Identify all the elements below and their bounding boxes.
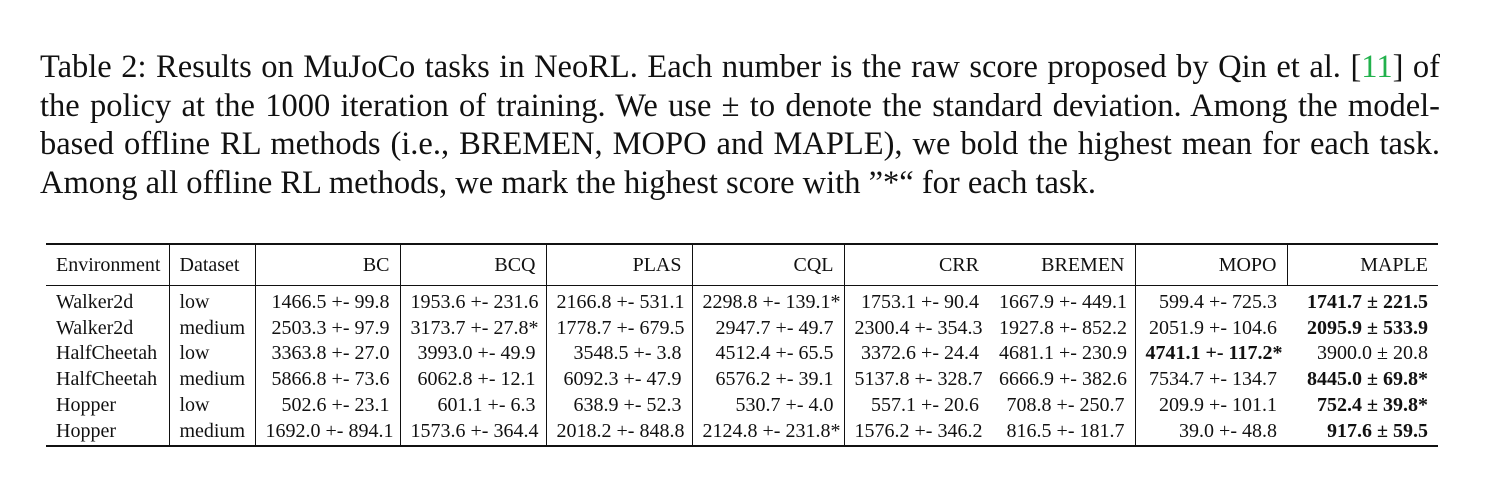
header-row xyxy=(46,244,1438,286)
cell-bcq: 601.1 +- 6.3 xyxy=(400,393,546,419)
cell-environment: HalfCheetah xyxy=(46,341,169,367)
cell-environment: Hopper xyxy=(46,393,169,419)
cell-crr: 1576.2 +- 346.2 xyxy=(854,419,983,442)
cell-environment: HalfCheetah xyxy=(46,367,169,393)
table-row xyxy=(46,286,1438,316)
cell-maple: 752.4 ± 39.8* xyxy=(1317,393,1428,416)
cell-environment: Walker2d xyxy=(46,286,169,316)
cell-bcq: 3993.0 +- 49.9 xyxy=(400,341,546,367)
cell-bremen: 816.5 +- 181.7 xyxy=(989,419,1135,447)
header-crr: CRR xyxy=(938,254,979,276)
results-table xyxy=(46,243,1438,447)
citation-link[interactable]: 11 xyxy=(1361,49,1393,85)
cell-mopo: 2051.9 +- 104.6 xyxy=(1149,316,1277,339)
cell-bcq: 3173.7 +- 27.8* xyxy=(400,316,546,342)
cell-mopo: 209.9 +- 101.1 xyxy=(1159,393,1277,416)
cell-maple: 2095.9 ± 533.9 xyxy=(1307,316,1428,339)
table-row xyxy=(46,419,1438,447)
table-caption xyxy=(40,48,1440,202)
cell-plas: 3548.5 +- 3.8 xyxy=(546,341,692,367)
cell-mopo: 599.4 +- 725.3 xyxy=(1159,291,1277,313)
cell-plas: 638.9 +- 52.3 xyxy=(546,393,692,419)
header-mopo: MOPO xyxy=(1135,244,1287,286)
cell-bc: 502.6 +- 23.1 xyxy=(255,393,400,419)
header-bremen: BREMEN xyxy=(989,244,1135,286)
cell-crr: 1753.1 +- 90.4 xyxy=(861,291,979,313)
cell-dataset: low xyxy=(169,393,255,419)
cell-bc: 5866.8 +- 73.6 xyxy=(255,367,400,393)
cell-bc: 2503.3 +- 97.9 xyxy=(255,316,400,342)
cell-maple: 8445.0 ± 69.8* xyxy=(1307,368,1428,391)
cell-crr: 3372.6 +- 24.4 xyxy=(861,342,979,365)
cell-environment: Walker2d xyxy=(46,316,169,342)
table-body xyxy=(46,286,1438,447)
cell-bremen: 708.8 +- 250.7 xyxy=(989,393,1135,419)
cell-maple: 3900.0 ± 20.8 xyxy=(1317,342,1428,365)
cell-cql: 530.7 +- 4.0 xyxy=(692,393,844,419)
cell-plas: 2018.2 +- 848.8 xyxy=(546,419,692,447)
cell-cql: 2947.7 +- 49.7 xyxy=(692,316,844,342)
cell-bcq: 6062.8 +- 12.1 xyxy=(400,367,546,393)
table-row xyxy=(46,341,1438,367)
header-cql: CQL xyxy=(692,244,844,286)
cell-mopo: 39.0 +- 48.8 xyxy=(1179,419,1277,442)
cell-cql: 6576.2 +- 39.1 xyxy=(692,367,844,393)
cell-dataset: low xyxy=(169,341,255,367)
header-plas: PLAS xyxy=(546,244,692,286)
cell-bcq: 1953.6 +- 231.6 xyxy=(400,286,546,316)
cell-bremen: 6666.9 +- 382.6 xyxy=(989,367,1135,393)
table-row xyxy=(46,393,1438,419)
cell-dataset: medium xyxy=(169,367,255,393)
cell-plas: 1778.7 +- 679.5 xyxy=(546,316,692,342)
cell-environment: Hopper xyxy=(46,419,169,447)
cell-mopo: 4741.1 +- 117.2* xyxy=(1145,342,1283,365)
cell-crr: 557.1 +- 20.6 xyxy=(871,393,979,416)
caption-text: Table 2: Results on MuJoCo tasks in NeoRL. Each number is the raw score proposed by Qin et al. [ xyxy=(40,49,1362,85)
cell-bremen: 1927.8 +- 852.2 xyxy=(989,316,1135,342)
cell-bcq: 1573.6 +- 364.4 xyxy=(400,419,546,447)
cell-bremen: 4681.1 +- 230.9 xyxy=(989,341,1135,367)
cell-bc: 1466.5 +- 99.8 xyxy=(255,286,400,316)
caption-text-continued: ] of the policy at the 1000 iteration of training. We use ± to denote the standard deviation. Among the model-based offline RL methods (i.e., BREMEN, MOPO and MAPLE), we bold the highest mean for each task. Among all offline RL methods, we mark the highest score with ”*“ for each task. xyxy=(40,49,1440,201)
cell-plas: 2166.8 +- 531.1 xyxy=(546,286,692,316)
cell-crr: 5137.8 +- 328.7 xyxy=(854,368,983,391)
cell-bc: 1692.0 +- 894.1 xyxy=(255,419,400,447)
cell-dataset: medium xyxy=(169,419,255,447)
cell-cql: 2124.8 +- 231.8* xyxy=(692,419,844,447)
cell-dataset: medium xyxy=(169,316,255,342)
cell-bc: 3363.8 +- 27.0 xyxy=(255,341,400,367)
cell-maple: 917.6 ± 59.5 xyxy=(1327,419,1428,442)
header-maple: MAPLE xyxy=(1360,254,1428,276)
cell-crr: 2300.4 +- 354.3 xyxy=(854,316,983,339)
cell-cql: 4512.4 +- 65.5 xyxy=(692,341,844,367)
cell-plas: 6092.3 +- 47.9 xyxy=(546,367,692,393)
header-environment: Environment xyxy=(46,244,169,286)
header-bc: BC xyxy=(255,244,400,286)
header-dataset: Dataset xyxy=(169,244,255,286)
table-row xyxy=(46,367,1438,393)
cell-mopo: 7534.7 +- 134.7 xyxy=(1149,368,1277,391)
cell-bremen: 1667.9 +- 449.1 xyxy=(989,286,1135,316)
table-row xyxy=(46,316,1438,342)
cell-dataset: low xyxy=(169,286,255,316)
cell-maple: 1741.7 ± 221.5 xyxy=(1307,291,1428,313)
cell-cql: 2298.8 +- 139.1* xyxy=(692,286,844,316)
header-bcq: BCQ xyxy=(400,244,546,286)
